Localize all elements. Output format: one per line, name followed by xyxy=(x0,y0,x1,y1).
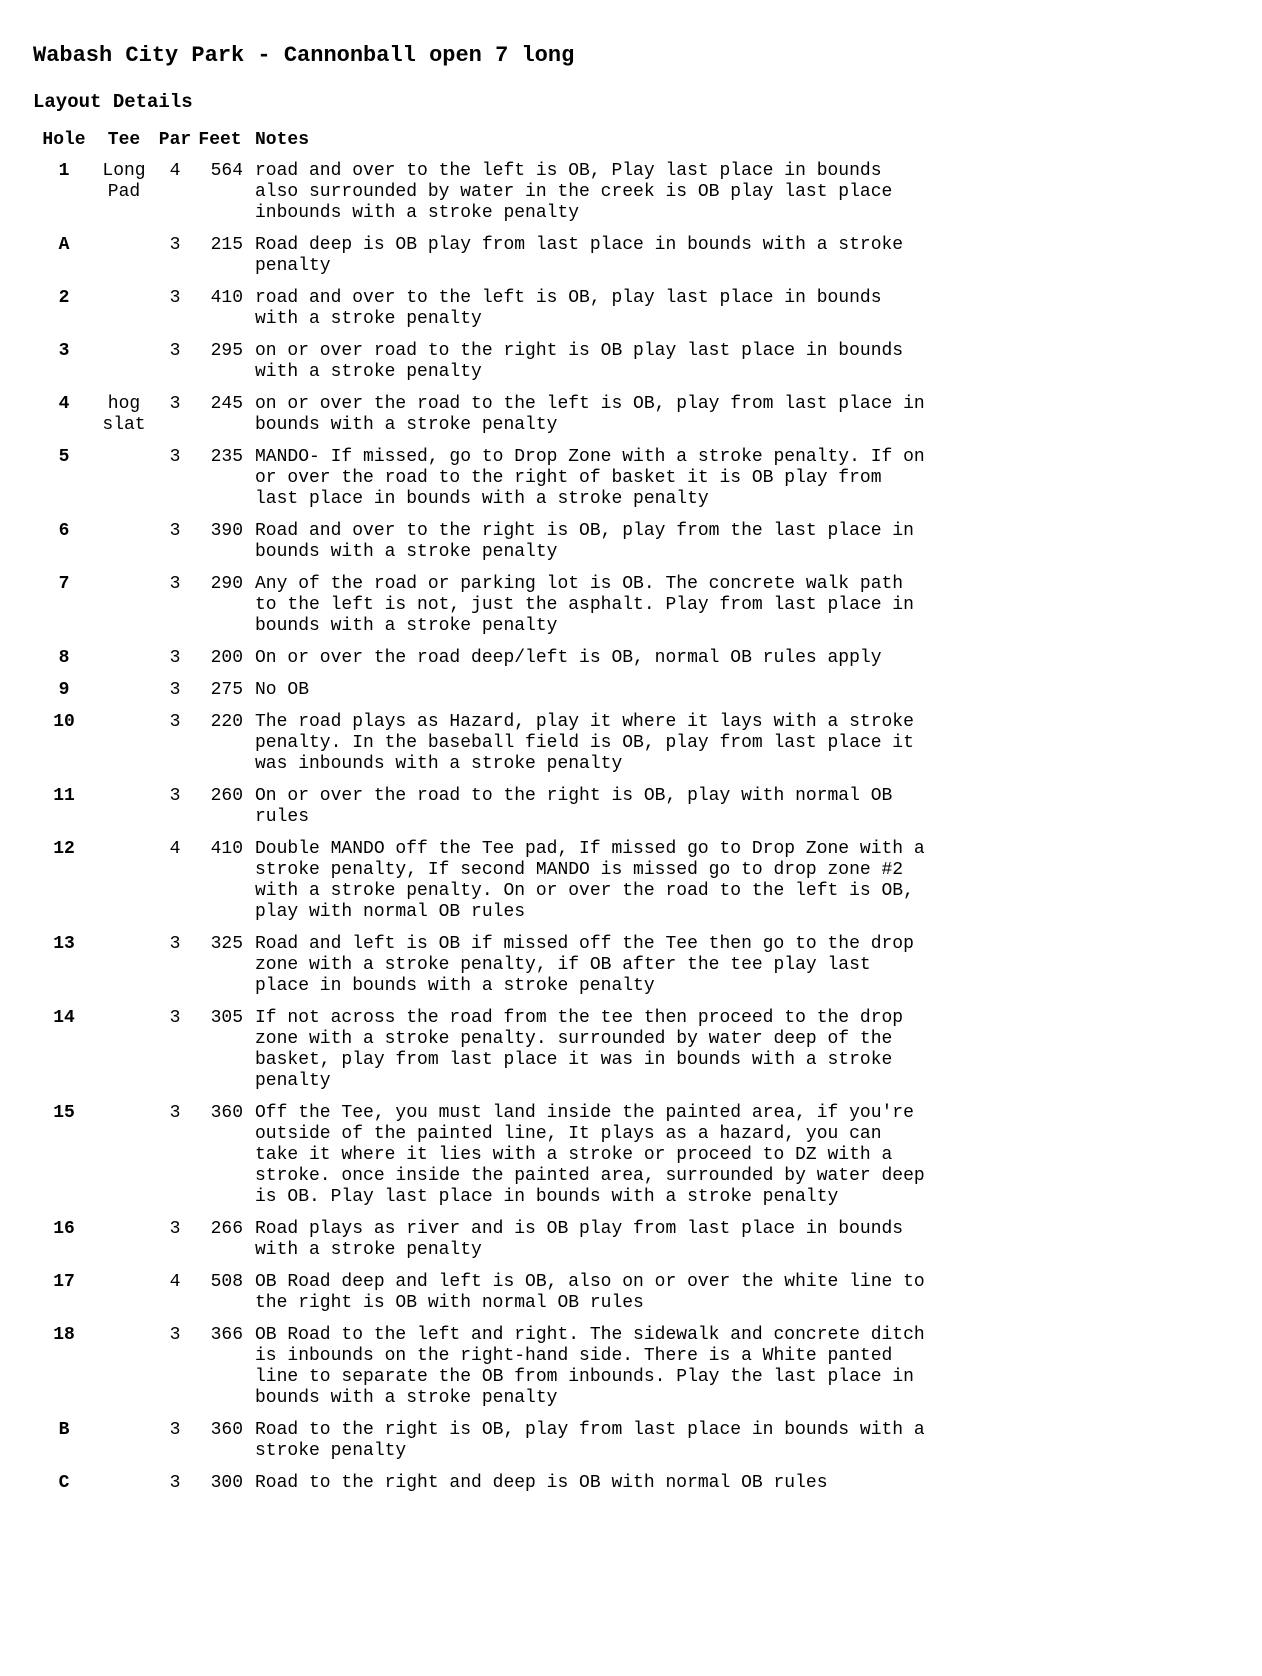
par-cell: 3 xyxy=(169,574,181,594)
notes-cell xyxy=(255,1272,955,1325)
note-line: Road and over to the right is OB, play from the last place in xyxy=(255,521,914,541)
notes-cell xyxy=(255,574,955,648)
table-row xyxy=(33,161,955,235)
table-row xyxy=(33,447,955,521)
note-line: or over the road to the right of basket it is OB play from xyxy=(255,468,882,488)
table-row xyxy=(33,1219,955,1272)
note-line: bounds with a stroke penalty xyxy=(255,1388,558,1408)
notes-cell xyxy=(255,680,955,712)
note-line: rules xyxy=(255,807,310,827)
feet-cell: 260 xyxy=(210,786,243,806)
table-row xyxy=(33,712,955,786)
notes-cell xyxy=(255,161,955,235)
feet-cell: 200 xyxy=(210,648,243,668)
table-row xyxy=(33,680,955,712)
header-par: Par xyxy=(158,130,192,150)
tee-cell xyxy=(95,1473,153,1505)
table-row xyxy=(33,1420,955,1473)
tee-cell xyxy=(95,648,153,680)
note-line: Any of the road or parking lot is OB. The concrete walk path xyxy=(255,574,904,594)
par-cell: 3 xyxy=(169,786,181,806)
hole-cell: C xyxy=(58,1473,70,1493)
note-line: was inbounds with a stroke penalty xyxy=(255,754,623,774)
note-line: On or over the road deep/left is OB, normal OB rules apply xyxy=(255,648,882,668)
table-row xyxy=(33,288,955,341)
hole-cell: 10 xyxy=(53,712,75,732)
hole-cell: 16 xyxy=(53,1219,75,1239)
note-line: the right is OB with normal OB rules xyxy=(255,1293,644,1313)
notes-cell xyxy=(255,288,955,341)
tee-cell xyxy=(95,1219,153,1272)
hole-cell: 14 xyxy=(53,1008,75,1028)
hole-cell: 13 xyxy=(53,934,75,954)
header-row xyxy=(33,130,955,161)
par-cell: 3 xyxy=(169,680,181,700)
header-notes: Notes xyxy=(255,130,310,150)
hole-cell: 2 xyxy=(58,288,70,308)
tee-cell xyxy=(95,839,153,934)
note-line: Road deep is OB play from last place in bounds with a stroke xyxy=(255,235,904,255)
note-line: bounds with a stroke penalty xyxy=(255,415,558,435)
note-line: penalty xyxy=(255,1071,331,1091)
par-cell: 3 xyxy=(169,521,181,541)
tee-line: hog xyxy=(107,394,141,414)
tee-cell xyxy=(95,1008,153,1103)
feet-cell: 564 xyxy=(210,161,243,181)
note-line: on or over the road to the left is OB, play from last place in xyxy=(255,394,925,414)
table-row xyxy=(33,574,955,648)
hole-cell: 3 xyxy=(58,341,70,361)
par-cell: 3 xyxy=(169,1008,181,1028)
section-heading: Layout Details xyxy=(33,91,193,113)
layout-table xyxy=(33,130,955,1505)
hole-cell: 9 xyxy=(58,680,70,700)
par-cell: 3 xyxy=(169,394,181,414)
note-line: basket, play from last place it was in bounds with a stroke xyxy=(255,1050,893,1070)
tee-cell xyxy=(95,521,153,574)
notes-cell xyxy=(255,934,955,1008)
note-line: bounds with a stroke penalty xyxy=(255,616,558,636)
note-line: place in bounds with a stroke penalty xyxy=(255,976,655,996)
feet-cell: 410 xyxy=(210,839,243,859)
tee-cell xyxy=(95,447,153,521)
table-row xyxy=(33,1473,955,1505)
feet-cell: 245 xyxy=(210,394,243,414)
feet-cell: 360 xyxy=(210,1420,243,1440)
tee-cell xyxy=(95,288,153,341)
par-cell: 4 xyxy=(169,1272,181,1292)
hole-cell: 4 xyxy=(58,394,70,414)
par-cell: 4 xyxy=(169,161,181,181)
feet-cell: 275 xyxy=(210,680,243,700)
tee-line: Pad xyxy=(107,182,141,202)
page-title: Wabash City Park - Cannonball open 7 long xyxy=(33,43,575,68)
hole-cell: 12 xyxy=(53,839,75,859)
par-cell: 3 xyxy=(169,712,181,732)
note-line: stroke penalty, If second MANDO is missed go to drop zone #2 xyxy=(255,860,904,880)
tee-line: Long xyxy=(102,161,146,181)
header-hole: Hole xyxy=(42,130,86,150)
note-line: Road and left is OB if missed off the Tee then go to the drop xyxy=(255,934,914,954)
hole-cell: A xyxy=(58,235,70,255)
feet-cell: 266 xyxy=(210,1219,243,1239)
tee-line: slat xyxy=(102,415,146,435)
table-row xyxy=(33,648,955,680)
notes-cell xyxy=(255,786,955,839)
note-line: to the left is not, just the asphalt. Play from last place in xyxy=(255,595,914,615)
notes-cell xyxy=(255,447,955,521)
note-line: take it where it lies with a stroke or proceed to DZ with a xyxy=(255,1145,893,1165)
feet-cell: 290 xyxy=(210,574,243,594)
tee-cell xyxy=(95,934,153,1008)
note-line: stroke. once inside the painted area, surrounded by water deep xyxy=(255,1166,925,1186)
note-line: last place in bounds with a stroke penalty xyxy=(255,489,709,509)
hole-cell: 11 xyxy=(53,786,75,806)
notes-cell xyxy=(255,839,955,934)
feet-cell: 305 xyxy=(210,1008,243,1028)
notes-cell xyxy=(255,341,955,394)
tee-cell xyxy=(95,341,153,394)
par-cell: 4 xyxy=(169,839,181,859)
feet-cell: 300 xyxy=(210,1473,243,1493)
notes-cell xyxy=(255,1420,955,1473)
note-line: No OB xyxy=(255,680,310,700)
feet-cell: 325 xyxy=(210,934,243,954)
tee-cell xyxy=(95,1272,153,1325)
note-line: is inbounds on the right-hand side. There is a White panted xyxy=(255,1346,893,1366)
par-cell: 3 xyxy=(169,235,181,255)
table-row xyxy=(33,521,955,574)
note-line: penalty. In the baseball field is OB, play from last place it xyxy=(255,733,914,753)
hole-cell: 15 xyxy=(53,1103,75,1123)
table-row xyxy=(33,341,955,394)
table-row xyxy=(33,839,955,934)
hole-cell: 8 xyxy=(58,648,70,668)
hole-cell: B xyxy=(58,1420,70,1440)
par-cell: 3 xyxy=(169,934,181,954)
notes-cell xyxy=(255,1473,955,1505)
notes-cell xyxy=(255,394,955,447)
par-cell: 3 xyxy=(169,1473,181,1493)
note-line: inbounds with a stroke penalty xyxy=(255,203,580,223)
note-line: with a stroke penalty. On or over the road to the left is OB, xyxy=(255,881,914,901)
note-line: on or over road to the right is OB play last place in bounds xyxy=(255,341,904,361)
note-line: Road to the right and deep is OB with normal OB rules xyxy=(255,1473,828,1493)
header-tee: Tee xyxy=(107,130,141,150)
note-line: If not across the road from the tee then proceed to the drop xyxy=(255,1008,904,1028)
par-cell: 3 xyxy=(169,1103,181,1123)
notes-cell xyxy=(255,235,955,288)
notes-cell xyxy=(255,712,955,786)
notes-cell xyxy=(255,521,955,574)
note-line: MANDO- If missed, go to Drop Zone with a stroke penalty. If on xyxy=(255,447,925,467)
tee-cell xyxy=(95,712,153,786)
notes-cell xyxy=(255,1219,955,1272)
tee-cell xyxy=(95,161,153,235)
par-cell: 3 xyxy=(169,1219,181,1239)
note-line: line to separate the OB from inbounds. Play the last place in xyxy=(255,1367,914,1387)
hole-cell: 17 xyxy=(53,1272,75,1292)
par-cell: 3 xyxy=(169,1420,181,1440)
hole-cell: 6 xyxy=(58,521,70,541)
note-line: outside of the painted line, It plays as a hazard, you can xyxy=(255,1124,882,1144)
feet-cell: 366 xyxy=(210,1325,243,1345)
notes-cell xyxy=(255,1008,955,1103)
par-cell: 3 xyxy=(169,341,181,361)
hole-cell: 1 xyxy=(58,161,70,181)
note-line: with a stroke penalty xyxy=(255,362,482,382)
feet-cell: 295 xyxy=(210,341,243,361)
note-line: bounds with a stroke penalty xyxy=(255,542,558,562)
tee-cell xyxy=(95,1103,153,1219)
hole-cell: 18 xyxy=(53,1325,75,1345)
tee-cell xyxy=(95,680,153,712)
feet-cell: 220 xyxy=(210,712,243,732)
notes-cell xyxy=(255,648,955,680)
tee-cell xyxy=(95,394,153,447)
table-row xyxy=(33,934,955,1008)
table-row xyxy=(33,1272,955,1325)
header-feet: Feet xyxy=(198,130,242,150)
par-cell: 3 xyxy=(169,447,181,467)
note-line: is OB. Play last place in bounds with a stroke penalty xyxy=(255,1187,839,1207)
note-line: play with normal OB rules xyxy=(255,902,526,922)
note-line: The road plays as Hazard, play it where it lays with a stroke xyxy=(255,712,914,732)
note-line: road and over to the left is OB, play last place in bounds xyxy=(255,288,882,308)
layout-table-body xyxy=(33,161,955,1505)
note-line: Road plays as river and is OB play from last place in bounds xyxy=(255,1219,904,1239)
tee-cell xyxy=(95,786,153,839)
table-row xyxy=(33,1325,955,1420)
table-row xyxy=(33,786,955,839)
feet-cell: 410 xyxy=(210,288,243,308)
table-row xyxy=(33,1103,955,1219)
feet-cell: 360 xyxy=(210,1103,243,1123)
hole-cell: 5 xyxy=(58,447,70,467)
note-line: zone with a stroke penalty, if OB after the tee play last xyxy=(255,955,871,975)
feet-cell: 390 xyxy=(210,521,243,541)
note-line: also surrounded by water in the creek is OB play last place xyxy=(255,182,893,202)
tee-cell xyxy=(95,1325,153,1420)
tee-cell xyxy=(95,235,153,288)
note-line: with a stroke penalty xyxy=(255,309,482,329)
note-line: Double MANDO off the Tee pad, If missed go to Drop Zone with a xyxy=(255,839,925,859)
note-line: On or over the road to the right is OB, play with normal OB xyxy=(255,786,893,806)
feet-cell: 508 xyxy=(210,1272,243,1292)
note-line: Off the Tee, you must land inside the painted area, if you're xyxy=(255,1103,914,1123)
note-line: Road to the right is OB, play from last place in bounds with a xyxy=(255,1420,925,1440)
feet-cell: 235 xyxy=(210,447,243,467)
note-line: zone with a stroke penalty. surrounded by water deep of the xyxy=(255,1029,893,1049)
notes-cell xyxy=(255,1325,955,1420)
par-cell: 3 xyxy=(169,288,181,308)
par-cell: 3 xyxy=(169,1325,181,1345)
tee-cell xyxy=(95,1420,153,1473)
feet-cell: 215 xyxy=(210,235,243,255)
table-row xyxy=(33,235,955,288)
note-line: road and over to the left is OB, Play last place in bounds xyxy=(255,161,882,181)
note-line: with a stroke penalty xyxy=(255,1240,482,1260)
layout-table-header xyxy=(33,130,955,161)
table-row xyxy=(33,394,955,447)
note-line: penalty xyxy=(255,256,331,276)
par-cell: 3 xyxy=(169,648,181,668)
table-row xyxy=(33,1008,955,1103)
hole-cell: 7 xyxy=(58,574,70,594)
note-line: OB Road to the left and right. The sidewalk and concrete ditch xyxy=(255,1325,925,1345)
note-line: stroke penalty xyxy=(255,1441,407,1461)
notes-cell xyxy=(255,1103,955,1219)
note-line: OB Road deep and left is OB, also on or over the white line to xyxy=(255,1272,925,1292)
tee-cell xyxy=(95,574,153,648)
